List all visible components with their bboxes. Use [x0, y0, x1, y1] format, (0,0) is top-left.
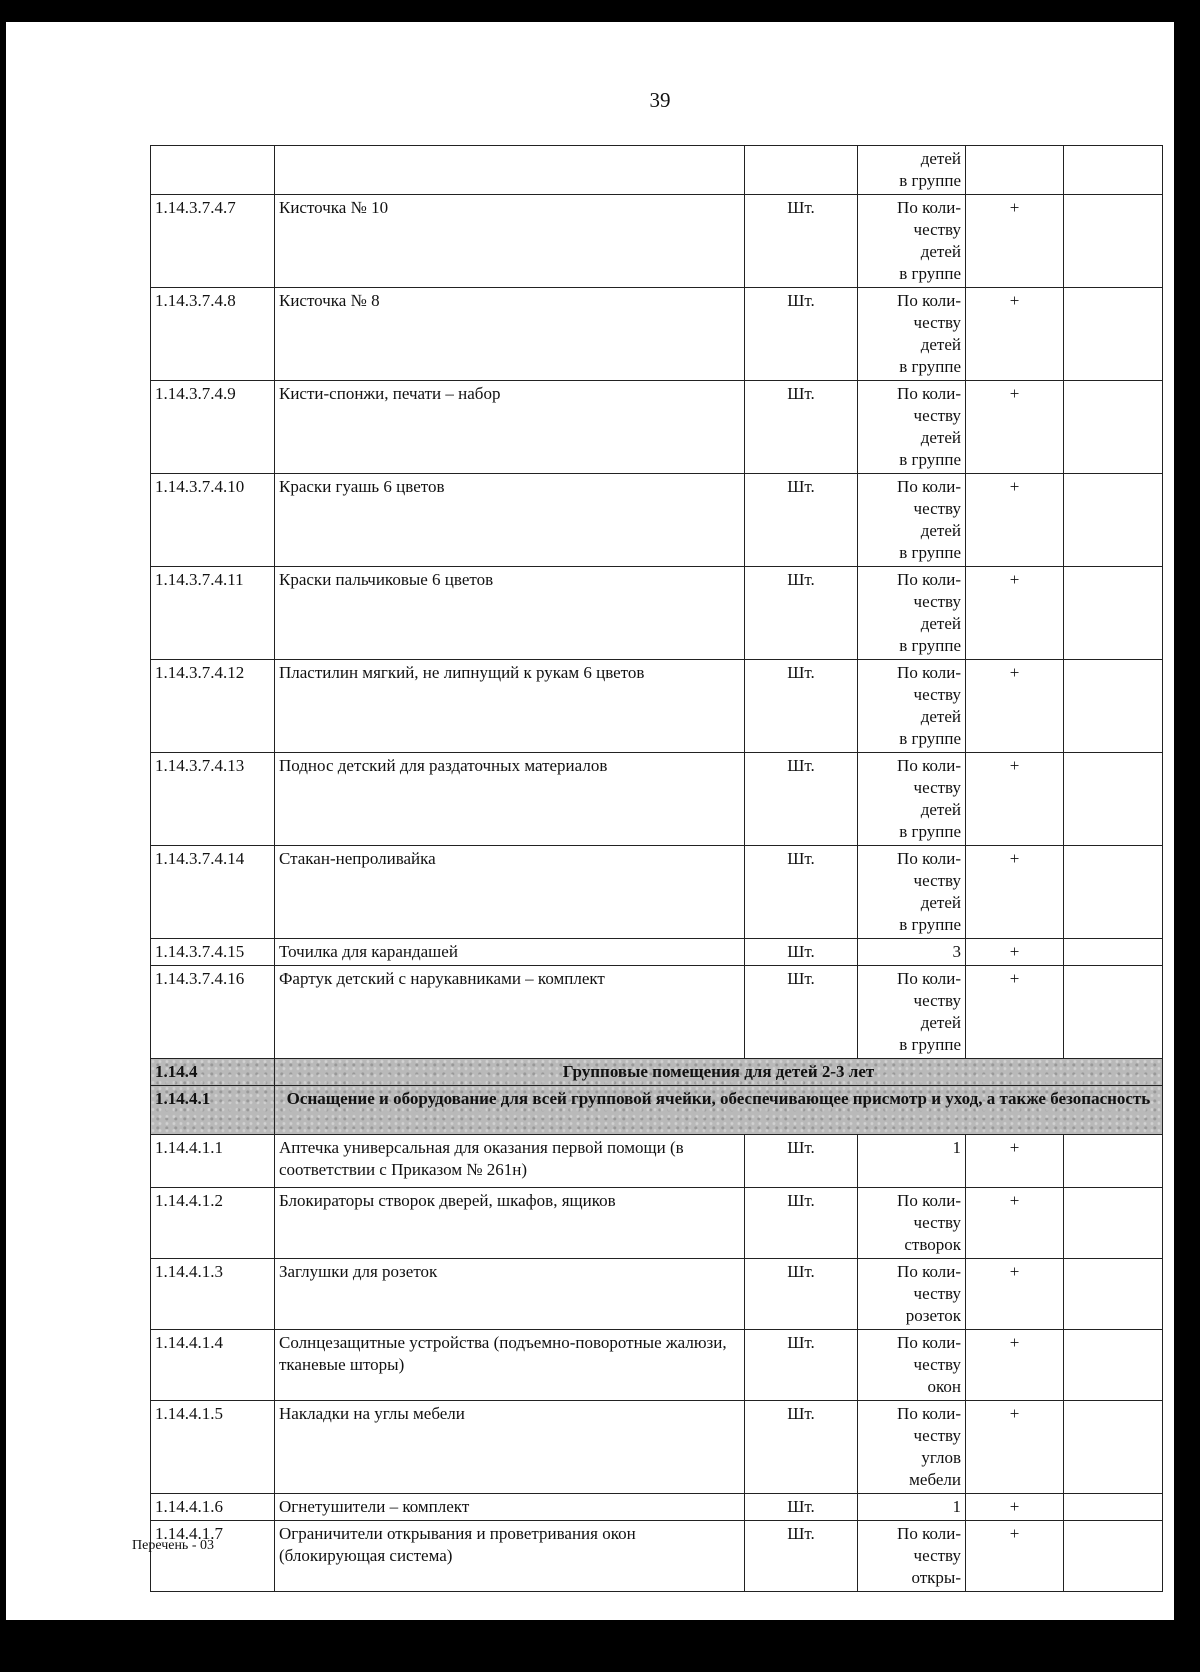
item-quantity: По коли- честву детей в группе — [858, 753, 966, 846]
empty-cell — [1064, 1330, 1163, 1401]
item-code: 1.14.4.1.7 — [151, 1521, 275, 1592]
item-mark: + — [966, 1521, 1064, 1592]
table-row — [151, 1259, 1163, 1330]
item-name: Ограничители открывания и проветривания окон (блокирующая система) — [275, 1521, 745, 1592]
item-name: Аптечка универсальная для оказания первой помощи (в соответствии с Приказом № 261н) — [275, 1135, 745, 1188]
item-name: Пластилин мягкий, не липнущий к рукам 6 цветов — [275, 660, 745, 753]
item-code: 1.14.3.7.4.13 — [151, 753, 275, 846]
item-name: Накладки на углы мебели — [275, 1401, 745, 1494]
empty-cell — [1064, 146, 1163, 195]
item-mark: + — [966, 660, 1064, 753]
item-name: Огнетушители – комплект — [275, 1494, 745, 1521]
item-code — [151, 146, 275, 195]
item-quantity: По коли- честву детей в группе — [858, 966, 966, 1059]
empty-cell — [1064, 195, 1163, 288]
equipment-table — [150, 145, 1163, 1592]
empty-cell — [1064, 567, 1163, 660]
item-quantity: По коли- честву детей в группе — [858, 288, 966, 381]
item-quantity: 1 — [858, 1494, 966, 1521]
item-name: Солнцезащитные устройства (подъемно-поворотные жалюзи, тканевые шторы) — [275, 1330, 745, 1401]
item-mark: + — [966, 1494, 1064, 1521]
item-name: Кисточка № 10 — [275, 195, 745, 288]
item-mark: + — [966, 846, 1064, 939]
empty-cell — [1064, 966, 1163, 1059]
item-unit: Шт. — [745, 474, 858, 567]
table-row — [151, 288, 1163, 381]
table-row — [151, 381, 1163, 474]
table-row — [151, 1330, 1163, 1401]
section-code: 1.14.4 — [151, 1059, 275, 1086]
item-unit: Шт. — [745, 288, 858, 381]
item-quantity: По коли- честву откры- — [858, 1521, 966, 1592]
table-row — [151, 567, 1163, 660]
item-name: Поднос детский для раздаточных материалов — [275, 753, 745, 846]
item-unit: Шт. — [745, 195, 858, 288]
item-name: Краски гуашь 6 цветов — [275, 474, 745, 567]
item-name: Кисточка № 8 — [275, 288, 745, 381]
item-code: 1.14.3.7.4.10 — [151, 474, 275, 567]
item-name: Заглушки для розеток — [275, 1259, 745, 1330]
item-unit: Шт. — [745, 1135, 858, 1188]
item-unit: Шт. — [745, 1494, 858, 1521]
empty-cell — [1064, 1135, 1163, 1188]
item-code: 1.14.3.7.4.11 — [151, 567, 275, 660]
empty-cell — [1064, 288, 1163, 381]
item-quantity: 1 — [858, 1135, 966, 1188]
section-code: 1.14.4.1 — [151, 1086, 275, 1135]
empty-cell — [1064, 846, 1163, 939]
empty-cell — [1064, 1494, 1163, 1521]
item-unit — [745, 146, 858, 195]
table-row — [151, 939, 1163, 966]
equipment-table-wrap — [150, 145, 1162, 1592]
item-unit: Шт. — [745, 939, 858, 966]
page-number: 39 — [649, 88, 671, 112]
item-quantity: По коли- честву розеток — [858, 1259, 966, 1330]
item-unit: Шт. — [745, 381, 858, 474]
item-quantity: По коли- честву окон — [858, 1330, 966, 1401]
item-code: 1.14.3.7.4.9 — [151, 381, 275, 474]
scan-border-left — [0, 0, 6, 1672]
item-mark: + — [966, 1259, 1064, 1330]
item-quantity: По коли- честву створок — [858, 1188, 966, 1259]
item-code: 1.14.4.1.3 — [151, 1259, 275, 1330]
item-quantity: 3 — [858, 939, 966, 966]
section-title: Оснащение и оборудование для всей групповой ячейки, обеспечивающее присмотр и уход, а также безопасность — [275, 1086, 1163, 1135]
item-mark: + — [966, 939, 1064, 966]
item-quantity: По коли- честву детей в группе — [858, 660, 966, 753]
item-code: 1.14.4.1.1 — [151, 1135, 275, 1188]
item-code: 1.14.3.7.4.16 — [151, 966, 275, 1059]
item-mark: + — [966, 966, 1064, 1059]
item-mark: + — [966, 1401, 1064, 1494]
item-quantity: По коли- честву детей в группе — [858, 567, 966, 660]
table-row — [151, 146, 1163, 195]
item-code: 1.14.3.7.4.7 — [151, 195, 275, 288]
item-code: 1.14.4.1.6 — [151, 1494, 275, 1521]
table-row — [151, 1494, 1163, 1521]
table-row — [151, 660, 1163, 753]
item-quantity: По коли- честву детей в группе — [858, 846, 966, 939]
item-quantity: детей в группе — [858, 146, 966, 195]
scan-border-bottom — [0, 1620, 1200, 1672]
empty-cell — [1064, 753, 1163, 846]
item-code: 1.14.4.1.2 — [151, 1188, 275, 1259]
item-name: Кисти-спонжи, печати – набор — [275, 381, 745, 474]
item-quantity: По коли- честву детей в группе — [858, 195, 966, 288]
item-mark: + — [966, 381, 1064, 474]
item-mark: + — [966, 288, 1064, 381]
item-quantity: По коли- честву углов мебели — [858, 1401, 966, 1494]
table-row — [151, 1188, 1163, 1259]
item-mark: + — [966, 474, 1064, 567]
item-mark — [966, 146, 1064, 195]
item-mark: + — [966, 567, 1064, 660]
item-unit: Шт. — [745, 1401, 858, 1494]
item-mark: + — [966, 1135, 1064, 1188]
table-row — [151, 753, 1163, 846]
empty-cell — [1064, 381, 1163, 474]
empty-cell — [1064, 1401, 1163, 1494]
empty-cell — [1064, 939, 1163, 966]
section-header-row — [151, 1059, 1163, 1086]
item-code: 1.14.4.1.4 — [151, 1330, 275, 1401]
item-code: 1.14.3.7.4.12 — [151, 660, 275, 753]
item-code: 1.14.3.7.4.8 — [151, 288, 275, 381]
item-name — [275, 146, 745, 195]
item-unit: Шт. — [745, 1259, 858, 1330]
empty-cell — [1064, 1521, 1163, 1592]
item-unit: Шт. — [745, 1521, 858, 1592]
item-name: Блокираторы створок дверей, шкафов, ящиков — [275, 1188, 745, 1259]
item-code: 1.14.3.7.4.15 — [151, 939, 275, 966]
item-unit: Шт. — [745, 1330, 858, 1401]
scan-border-right — [1174, 0, 1200, 1672]
empty-cell — [1064, 1188, 1163, 1259]
item-unit: Шт. — [745, 966, 858, 1059]
item-unit: Шт. — [745, 846, 858, 939]
item-name: Стакан-непроливайка — [275, 846, 745, 939]
item-code: 1.14.4.1.5 — [151, 1401, 275, 1494]
item-mark: + — [966, 753, 1064, 846]
table-row — [151, 1521, 1163, 1592]
item-unit: Шт. — [745, 567, 858, 660]
table-row — [151, 474, 1163, 567]
item-mark: + — [966, 1330, 1064, 1401]
subsection-header-row — [151, 1086, 1163, 1135]
item-unit: Шт. — [745, 753, 858, 846]
item-mark: + — [966, 195, 1064, 288]
table-row — [151, 1401, 1163, 1494]
scan-border-top — [0, 0, 1200, 22]
table-row — [151, 846, 1163, 939]
item-mark: + — [966, 1188, 1064, 1259]
section-title: Групповые помещения для детей 2-3 лет — [275, 1059, 1163, 1086]
item-unit: Шт. — [745, 660, 858, 753]
item-code: 1.14.3.7.4.14 — [151, 846, 275, 939]
item-name: Точилка для карандашей — [275, 939, 745, 966]
item-unit: Шт. — [745, 1188, 858, 1259]
table-row — [151, 195, 1163, 288]
document-footer: Перечень - 03 — [132, 1538, 214, 1553]
item-name: Фартук детский с нарукавниками – комплект — [275, 966, 745, 1059]
item-quantity: По коли- честву детей в группе — [858, 381, 966, 474]
empty-cell — [1064, 1259, 1163, 1330]
empty-cell — [1064, 474, 1163, 567]
item-name: Краски пальчиковые 6 цветов — [275, 567, 745, 660]
item-quantity: По коли- честву детей в группе — [858, 474, 966, 567]
table-row — [151, 1135, 1163, 1188]
empty-cell — [1064, 660, 1163, 753]
table-row — [151, 966, 1163, 1059]
